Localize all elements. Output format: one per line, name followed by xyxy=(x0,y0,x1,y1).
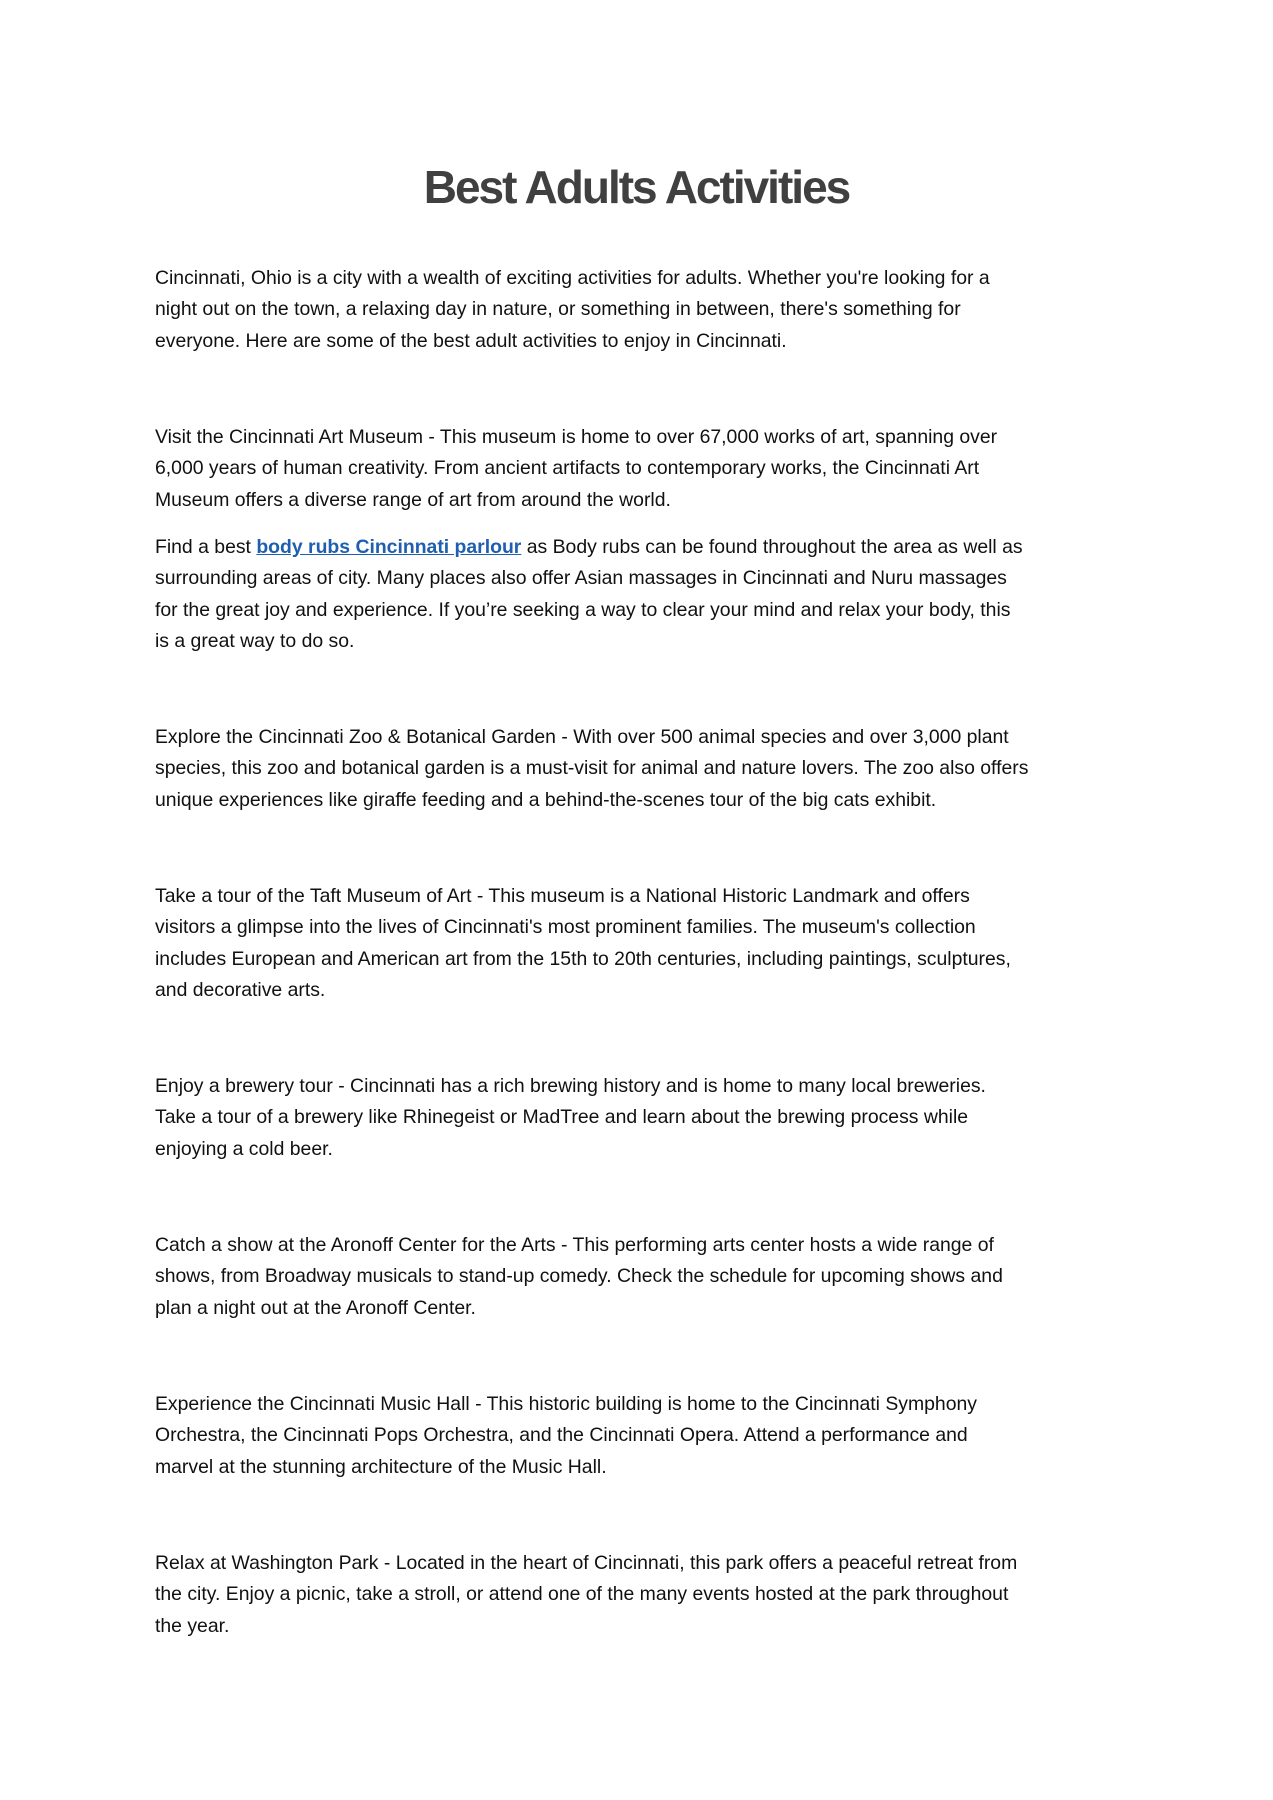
intro-line: night out on the town, a relaxing day in nature, or something in between, there's something for xyxy=(155,298,961,321)
body-rubs-first-line xyxy=(155,536,1023,558)
taft-paragraph xyxy=(155,881,1135,1006)
washington-park-paragraph xyxy=(155,1548,1135,1642)
body-rubs-prefix: Find a best xyxy=(155,536,257,558)
body-rubs-paragraph xyxy=(155,532,1135,657)
art-museum-line: Museum offers a diverse range of art from around the world. xyxy=(155,488,671,511)
zoo-line: species, this zoo and botanical garden is a must-visit for animal and nature lovers. The zoo also offers xyxy=(155,757,1029,780)
taft-line: Take a tour of the Taft Museum of Art - This museum is a National Historic Landmark and offers xyxy=(155,885,970,907)
taft-line: and decorative arts. xyxy=(155,978,326,1001)
body-rubs-link[interactable]: body rubs Cincinnati parlour xyxy=(256,536,522,558)
zoo-line: unique experiences like giraffe feeding and a behind-the-scenes tour of the big cats exhibit. xyxy=(155,788,937,811)
brewery-line: Take a tour of a brewery like Rhinegeist or MadTree and learn about the brewing process while xyxy=(155,1106,969,1129)
page-title: Best Adults Activities xyxy=(423,161,850,213)
music-hall-line: Orchestra, the Cincinnati Pops Orchestra, and the Cincinnati Opera. Attend a performance and xyxy=(155,1424,968,1447)
music-hall-line: Experience the Cincinnati Music Hall - This historic building is home to the Cincinnati Symphony xyxy=(155,1393,977,1415)
body-rubs-suffix: as Body rubs can be found throughout the area as well as xyxy=(521,536,1023,558)
music-hall-paragraph xyxy=(155,1389,1135,1483)
aronoff-line: Catch a show at the Aronoff Center for the Arts - This performing arts center hosts a wide range of xyxy=(155,1234,994,1256)
zoo-line: Explore the Cincinnati Zoo & Botanical Garden - With over 500 animal species and over 3,000 plant xyxy=(155,726,1009,748)
brewery-line: Enjoy a brewery tour - Cincinnati has a rich brewing history and is home to many local breweries. xyxy=(155,1075,986,1097)
aronoff-paragraph xyxy=(155,1230,1135,1324)
aronoff-line: shows, from Broadway musicals to stand-up comedy. Check the schedule for upcoming shows and xyxy=(155,1265,1003,1288)
washington-park-line: the city. Enjoy a picnic, take a stroll, or attend one of the many events hosted at the park throughout xyxy=(155,1583,1009,1606)
art-museum-line: Visit the Cincinnati Art Museum - This museum is home to over 67,000 works of art, spanning over xyxy=(155,426,998,448)
aronoff-line: plan a night out at the Aronoff Center. xyxy=(155,1296,476,1319)
washington-park-line: the year. xyxy=(155,1614,230,1637)
brewery-paragraph xyxy=(155,1071,1135,1165)
washington-park-line: Relax at Washington Park - Located in the heart of Cincinnati, this park offers a peaceful retreat from xyxy=(155,1552,1018,1574)
art-museum-line: 6,000 years of human creativity. From ancient artifacts to contemporary works, the Cincinnati Art xyxy=(155,457,980,480)
art-museum-paragraph xyxy=(155,422,1135,516)
taft-line: includes European and American art from the 15th to 20th centuries, including paintings, sculptures, xyxy=(155,947,1011,970)
zoo-paragraph xyxy=(155,722,1135,816)
brewery-line: enjoying a cold beer. xyxy=(155,1137,333,1160)
intro-paragraph xyxy=(155,263,1135,357)
music-hall-line: marvel at the stunning architecture of the Music Hall. xyxy=(155,1455,607,1478)
intro-line: Cincinnati, Ohio is a city with a wealth of exciting activities for adults. Whether you're looking for a xyxy=(155,267,990,289)
body-rubs-line: for the great joy and experience. If you’re seeking a way to clear your mind and relax your body, this xyxy=(155,598,1011,621)
intro-line: everyone. Here are some of the best adult activities to enjoy in Cincinnati. xyxy=(155,329,787,352)
taft-line: visitors a glimpse into the lives of Cincinnati's most prominent families. The museum's collection xyxy=(155,916,976,939)
body-rubs-line: is a great way to do so. xyxy=(155,629,355,652)
body-rubs-line: surrounding areas of city. Many places also offer Asian massages in Cincinnati and Nuru massages xyxy=(155,567,1007,590)
